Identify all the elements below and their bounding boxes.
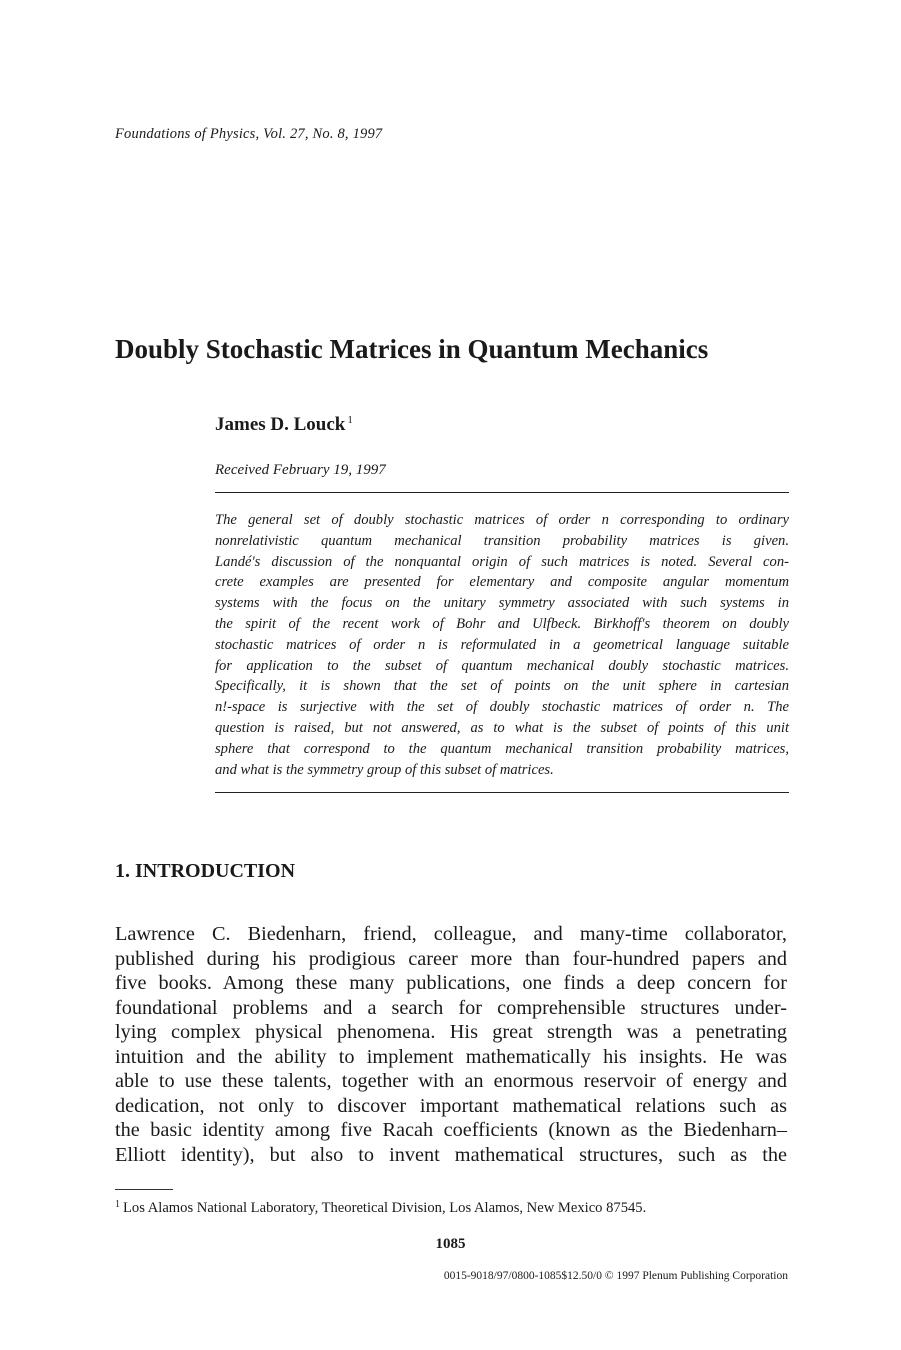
abstract-line: sphere that correspond to the quantum mechanical transition probability matrices,: [215, 740, 789, 757]
journal-citation: Foundations of Physics, Vol. 27, No. 8, 1997: [115, 126, 383, 142]
author-footnote-mark: 1: [347, 414, 353, 426]
abstract-top-rule: [215, 492, 789, 493]
body-line: Lawrence C. Biedenharn, friend, colleague, and many-time collaborator,: [115, 923, 787, 945]
received-date: Received February 19, 1997: [215, 462, 386, 478]
abstract-line: stochastic matrices of order n is reformulated in a geometrical language suitable: [215, 636, 789, 653]
abstract-line: nonrelativistic quantum mechanical transition probability matrices is given.: [215, 532, 789, 549]
abstract-line: n!-space is surjective with the set of doubly stochastic matrices of order n. The: [215, 699, 789, 716]
abstract-line: The general set of doubly stochastic matrices of order n corresponding to ordinary: [215, 512, 789, 528]
abstract-line: and what is the symmetry group of this subset of matrices.: [215, 761, 554, 778]
footnote-text: Los Alamos National Laboratory, Theoretical Division, Los Alamos, New Mexico 87545.: [123, 1200, 647, 1216]
copyright-line: 0015-9018/97/0800-1085$12.50/0 © 1997 Plenum Publishing Corporation: [443, 1270, 788, 1282]
abstract-line: the spirit of the recent work of Bohr and Ulfbeck. Birkhoff's theorem on doubly: [215, 615, 789, 632]
abstract-line: Specifically, it is shown that the set of points on the unit sphere in cartesian: [215, 678, 789, 695]
abstract-line: crete examples are presented for elementary and composite angular momentum: [215, 574, 789, 591]
section-heading: 1. INTRODUCTION: [115, 860, 296, 882]
author-line: [215, 414, 353, 436]
footnote-rule: [115, 1189, 173, 1190]
body-line: the basic identity among five Racah coefficients (known as the Biedenharn–: [115, 1119, 787, 1141]
abstract-line: question is raised, but not answered, as to what is the subset of points of this unit: [215, 719, 789, 736]
page-number: 1085: [435, 1236, 466, 1252]
abstract-line: for application to the subset of quantum mechanical doubly stochastic matrices.: [215, 657, 789, 674]
body-line: intuition and the ability to implement mathematically his insights. He was: [115, 1045, 787, 1068]
abstract-bottom-rule: [215, 792, 789, 793]
paper-title: Doubly Stochastic Matrices in Quantum Mechanics: [115, 334, 709, 364]
body-line: lying complex physical phenomena. His great strength was a penetrating: [115, 1021, 787, 1043]
footnote-mark: 1: [115, 1199, 120, 1210]
abstract-line: Landé's discussion of the nonquantal origin of such matrices is noted. Several con-: [215, 553, 789, 570]
body-line: dedication, not only to discover important mathematical relations such as: [115, 1094, 787, 1117]
abstract: [215, 510, 789, 780]
body-line: able to use these talents, together with an enormous reservoir of energy and: [115, 1070, 787, 1092]
author-name: James D. Louck: [215, 414, 346, 435]
body-line: Elliott identity), but also to invent mathematical structures, such as the: [115, 1143, 787, 1166]
body-line: five books. Among these many publications, one finds a deep concern for: [115, 972, 787, 994]
body-line: published during his prodigious career more than four-hundred papers and: [115, 947, 787, 970]
body-line: foundational problems and a search for comprehensible structures under-: [115, 996, 787, 1019]
footnote: [115, 1199, 646, 1217]
body-text: [115, 922, 787, 1167]
abstract-line: systems with the focus on the unitary symmetry associated with such systems in: [215, 595, 789, 612]
